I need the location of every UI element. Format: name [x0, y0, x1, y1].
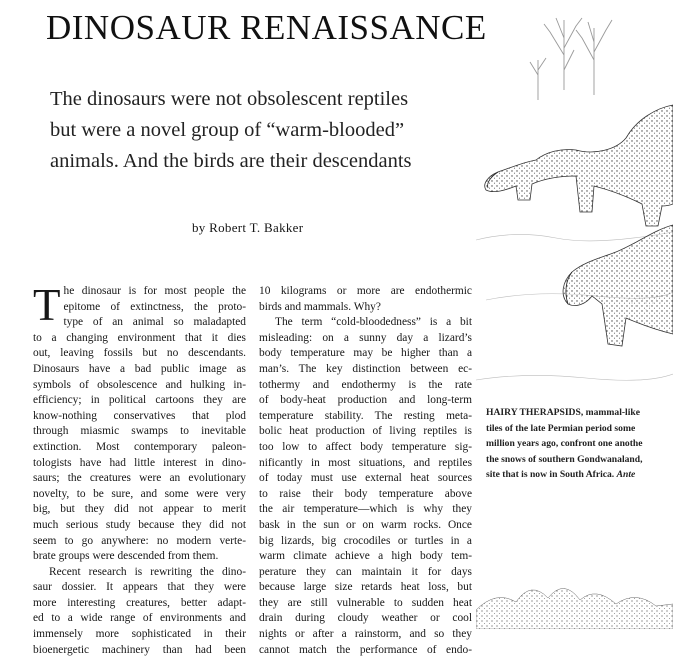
text-line: through miasmic swamps to inevitable: [33, 425, 246, 438]
caption-line: tiles of the late Permian period some: [486, 422, 636, 434]
text-line: brate groups were descended from them.: [33, 550, 219, 563]
text-line: symbols of obsolescence and hulking in-: [33, 378, 246, 391]
text-line: birds and mammals. Why?: [259, 300, 381, 313]
text-line: ed to a wide range of environments and: [33, 612, 246, 625]
text-line: too low to affect body temperature sig-: [259, 440, 472, 453]
foliage-icon: [476, 588, 673, 629]
text-line: seem to go anywhere: no modern verte-: [33, 534, 246, 547]
text-line: they are still vulnerable to sudden heat: [259, 596, 472, 609]
text-line: the air temperature—which is why they: [259, 503, 472, 516]
caption-text: site that is now in South Africa.: [486, 469, 615, 480]
text-column-2: [259, 284, 472, 658]
text-line: 10 kilograms or more are endothermic: [259, 285, 472, 297]
text-line: novelty, to be sure, and some were very: [33, 487, 246, 500]
text-column-1: [33, 280, 246, 658]
text-line: know-nothing conservatives that plod: [33, 409, 246, 422]
text-line: of body-heat production and long-term: [259, 394, 472, 407]
text-line: big, but they did not appear to merit: [33, 503, 246, 516]
article-title: DINOSAUR RENAISSANCE: [46, 8, 487, 47]
caption-line: million years ago, confront one anothe: [486, 438, 643, 449]
lower-illustration: [476, 560, 673, 629]
text-line: The term “cold-bloodedness” is a bit: [275, 316, 472, 329]
paragraph: [259, 315, 472, 658]
text-line: tologists have had little interest in dino-: [33, 456, 246, 469]
figure-caption: [486, 405, 673, 483]
text-line: extinction. Most contemporary paleon-: [33, 440, 246, 453]
text-line: saurs; the creatures were an evolutionary: [33, 472, 246, 485]
text-line: epitome of extinctness, the proto-: [63, 300, 246, 313]
text-line: Recent research is rewriting the dino-: [49, 565, 246, 578]
text-line: cannot match the performance of endo-: [259, 643, 472, 656]
caption-line: [486, 467, 673, 483]
byline: by Robert T. Bakker: [192, 220, 304, 235]
therapsid-lower-icon: [563, 225, 673, 346]
paragraph: [33, 280, 246, 565]
text-line: tothermy and endothermy is the rate: [259, 378, 472, 391]
text-line: bioenergetic machinery than had been: [33, 643, 246, 656]
bare-tree-icon: [530, 18, 612, 100]
text-line: out, leaving fossils but no descendants.: [33, 347, 246, 360]
text-line: because large size retards heat loss, but: [259, 581, 472, 594]
caption-line: HAIRY THERAPSIDS, mammal-like: [486, 407, 640, 418]
subtitle-line: but were a novel group of “warm-blooded”: [50, 119, 405, 141]
paragraph: [259, 284, 472, 315]
text-line: misleading: on a sunny day a lizard’s: [259, 331, 472, 344]
text-line: Dinosaurs have a bad public image as: [33, 362, 246, 375]
text-line: more interesting creatures, better adapt-: [33, 596, 246, 609]
text-line: man’s. The key distinction between ec-: [259, 362, 472, 375]
text-line: to a changing environment that it dies: [33, 331, 246, 344]
subtitle-line: animals. And the birds are their descendants: [50, 150, 412, 172]
text-line: body temperature may be higher than a: [259, 347, 472, 360]
therapsid-upper-icon: [485, 105, 673, 226]
text-line: of today must use external heat sources: [259, 472, 472, 485]
drop-cap: T: [33, 280, 61, 330]
text-line: drain during cloudy weather or cool: [259, 612, 472, 625]
subtitle-line: The dinosaurs were not obsolescent reptiles: [50, 88, 409, 110]
article-subtitle: [50, 84, 470, 177]
text-line: nights or after a rainstorm, and so they: [259, 628, 472, 641]
therapsid-illustration: [476, 0, 673, 400]
text-line: immensely more sophisticated in their: [33, 628, 246, 641]
text-line: much serious study because they did not: [33, 518, 246, 531]
text-line: type of an animal so maladapted: [63, 316, 246, 329]
caption-line: the snows of southern Gondwanaland,: [486, 453, 643, 465]
paragraph: [33, 565, 246, 658]
text-line: efficiency; in political cartoons they are: [33, 394, 246, 407]
text-line: bask in the sun or on warm rocks. Once: [259, 518, 472, 531]
text-line: nificantly in most situations, and reptiles: [259, 456, 472, 469]
text-line: big lizards, big crocodiles or turtles in a: [259, 534, 472, 547]
text-line: perature they can maintain it for days: [259, 565, 472, 578]
text-line: he dinosaur is for most people the: [63, 285, 246, 297]
caption-italic: Ante: [616, 469, 636, 480]
text-line: temperature stability. The resting meta-: [259, 409, 472, 422]
text-line: saur dossier. It appears that they were: [33, 581, 246, 594]
text-line: warm climate achieve a high body tem-: [259, 550, 472, 563]
text-line: bolic heat production of living reptiles is: [259, 425, 472, 438]
text-line: to raise their body temperature above: [259, 487, 472, 500]
